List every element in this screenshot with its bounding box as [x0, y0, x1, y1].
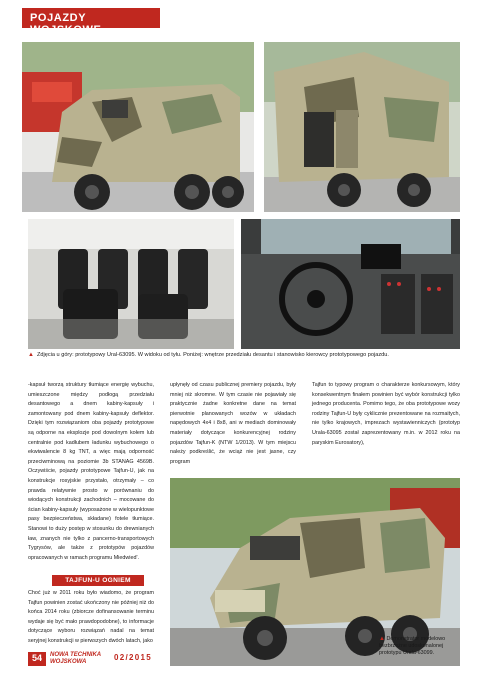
- photo-caption: [28, 352, 458, 359]
- column-1-bottom: [28, 589, 154, 647]
- page-footer: [28, 652, 168, 666]
- overlay-caption-triangle-icon: ▲: [379, 636, 385, 642]
- caption-text: Zdjęcia u góry: prototypowy Ural-63095. W widoku od tyłu. Poniżej: wnętrze przedziału desantu i stanowisko kierowcy prototypowego pojazdu.: [36, 352, 389, 358]
- subheading: TAJFUN-U OGNIEM: [52, 575, 144, 586]
- overlay-caption: [379, 636, 461, 657]
- caption-triangle-icon: ▲: [28, 352, 34, 358]
- column-1-bottom-text: Choć już w 2011 roku było wiadomo, że program Tajfun powinien zostać ukończony nie później niż do końca 2014 roku (zbiorcze dofinansowanie terminu wydaje się być mało prawdopodobne), to informacje dotyczące wyboru rozwiązań nadal na temat seryjnej konstrukcji w pierwszych dwóch latach, jako: [28, 590, 154, 644]
- section-tag: POJAZDY WOJSKOWE: [22, 8, 160, 28]
- ural-63095-side-view-photo: [22, 42, 254, 212]
- column-1-top-text: -kapsuł tworzą struktury tłumiące energię wybuchu, umieszczone między podłogą przedziału desantowego a dnem kabiny-kapsuły i zamontowany pod dnem kabiny-kapsuły deflektor. Dzięki tym rozwiązaniom oba pojazdy prototypowe są odporne na eksplozje pod dowolnym kołem lub centralnie pod kadłubem ładunku wybuchowego o ekwiwalencie 8 kg TNT, a więc mają odporność przeciwminową na poziomie 3b STANAG 4569B. Oczywiście, pojazdy prototypowe Tajfun-U, jak na konstrukcje rosyjskie przystało, otrzymały – co prawda relatywnie prosto w porównaniu do wiodących konstrukcji zachodnich – mocowane do ścian kabiny-kapsuły (wyposażone w wielopunktowe pasy bezpieczeństwa, składane) fotele tłumiące. Stanowi to duży postęp w stosunku do drewnianych ław, znanych nie tylko z pancerno-transportowych Tygrysów, ale także z prototypów pojazdów opracowanych w ramach programu Miedwied'.: [28, 382, 154, 561]
- issue-number: 02/2015: [114, 653, 153, 662]
- column-2: [170, 381, 296, 473]
- ural-63095-open-rear-door-photo: [264, 42, 460, 212]
- magazine-logo: NOWA TECHNIKA WOJSKOWA: [50, 652, 101, 665]
- overlay-caption-text: Demonstrator modelowo bezbrzeżne udoskonalonej prototypu Urala-63099.: [379, 636, 446, 656]
- column-3-text: Tajfun to typowy program o charakterze konkursowym, który konsekwentnym finałem powinien być wybór konstrukcji tylko jednego producenta. Pomimo tego, że oba prototypowe wozy rodziny Tajfun-U były cyklicznie prezentowane na rozmaitych, nie tylko krajowych, imprezach wystawienniczych (prototyp Urala-63095 został zaprezentowany m.in. w 2012 roku na paryskim Eurosatory),: [312, 382, 460, 446]
- page-number: 54: [28, 652, 46, 666]
- troop-compartment-seats-photo: [28, 219, 234, 349]
- cab-dashboard-photo: [241, 219, 460, 349]
- column-1-top: [28, 381, 154, 573]
- column-2-text: upłynęły od czasu publicznej premiery pojazdu, były mniej niż skromne. W tym czasie nie pojawiały się praktycznie żadne konkretne dane na temat pierwotnie planowanych wozów w układach napędowych 4x4 i 8x8, ani w mediach dominowały materiały dotyczące konkurencyjnej rodziny pojazdów Tajfun-K (NTW 1/2013). W tym miejscu należy podkreślić, że wciąż nie jest jasne, czy program: [170, 382, 296, 465]
- column-3: [312, 381, 460, 473]
